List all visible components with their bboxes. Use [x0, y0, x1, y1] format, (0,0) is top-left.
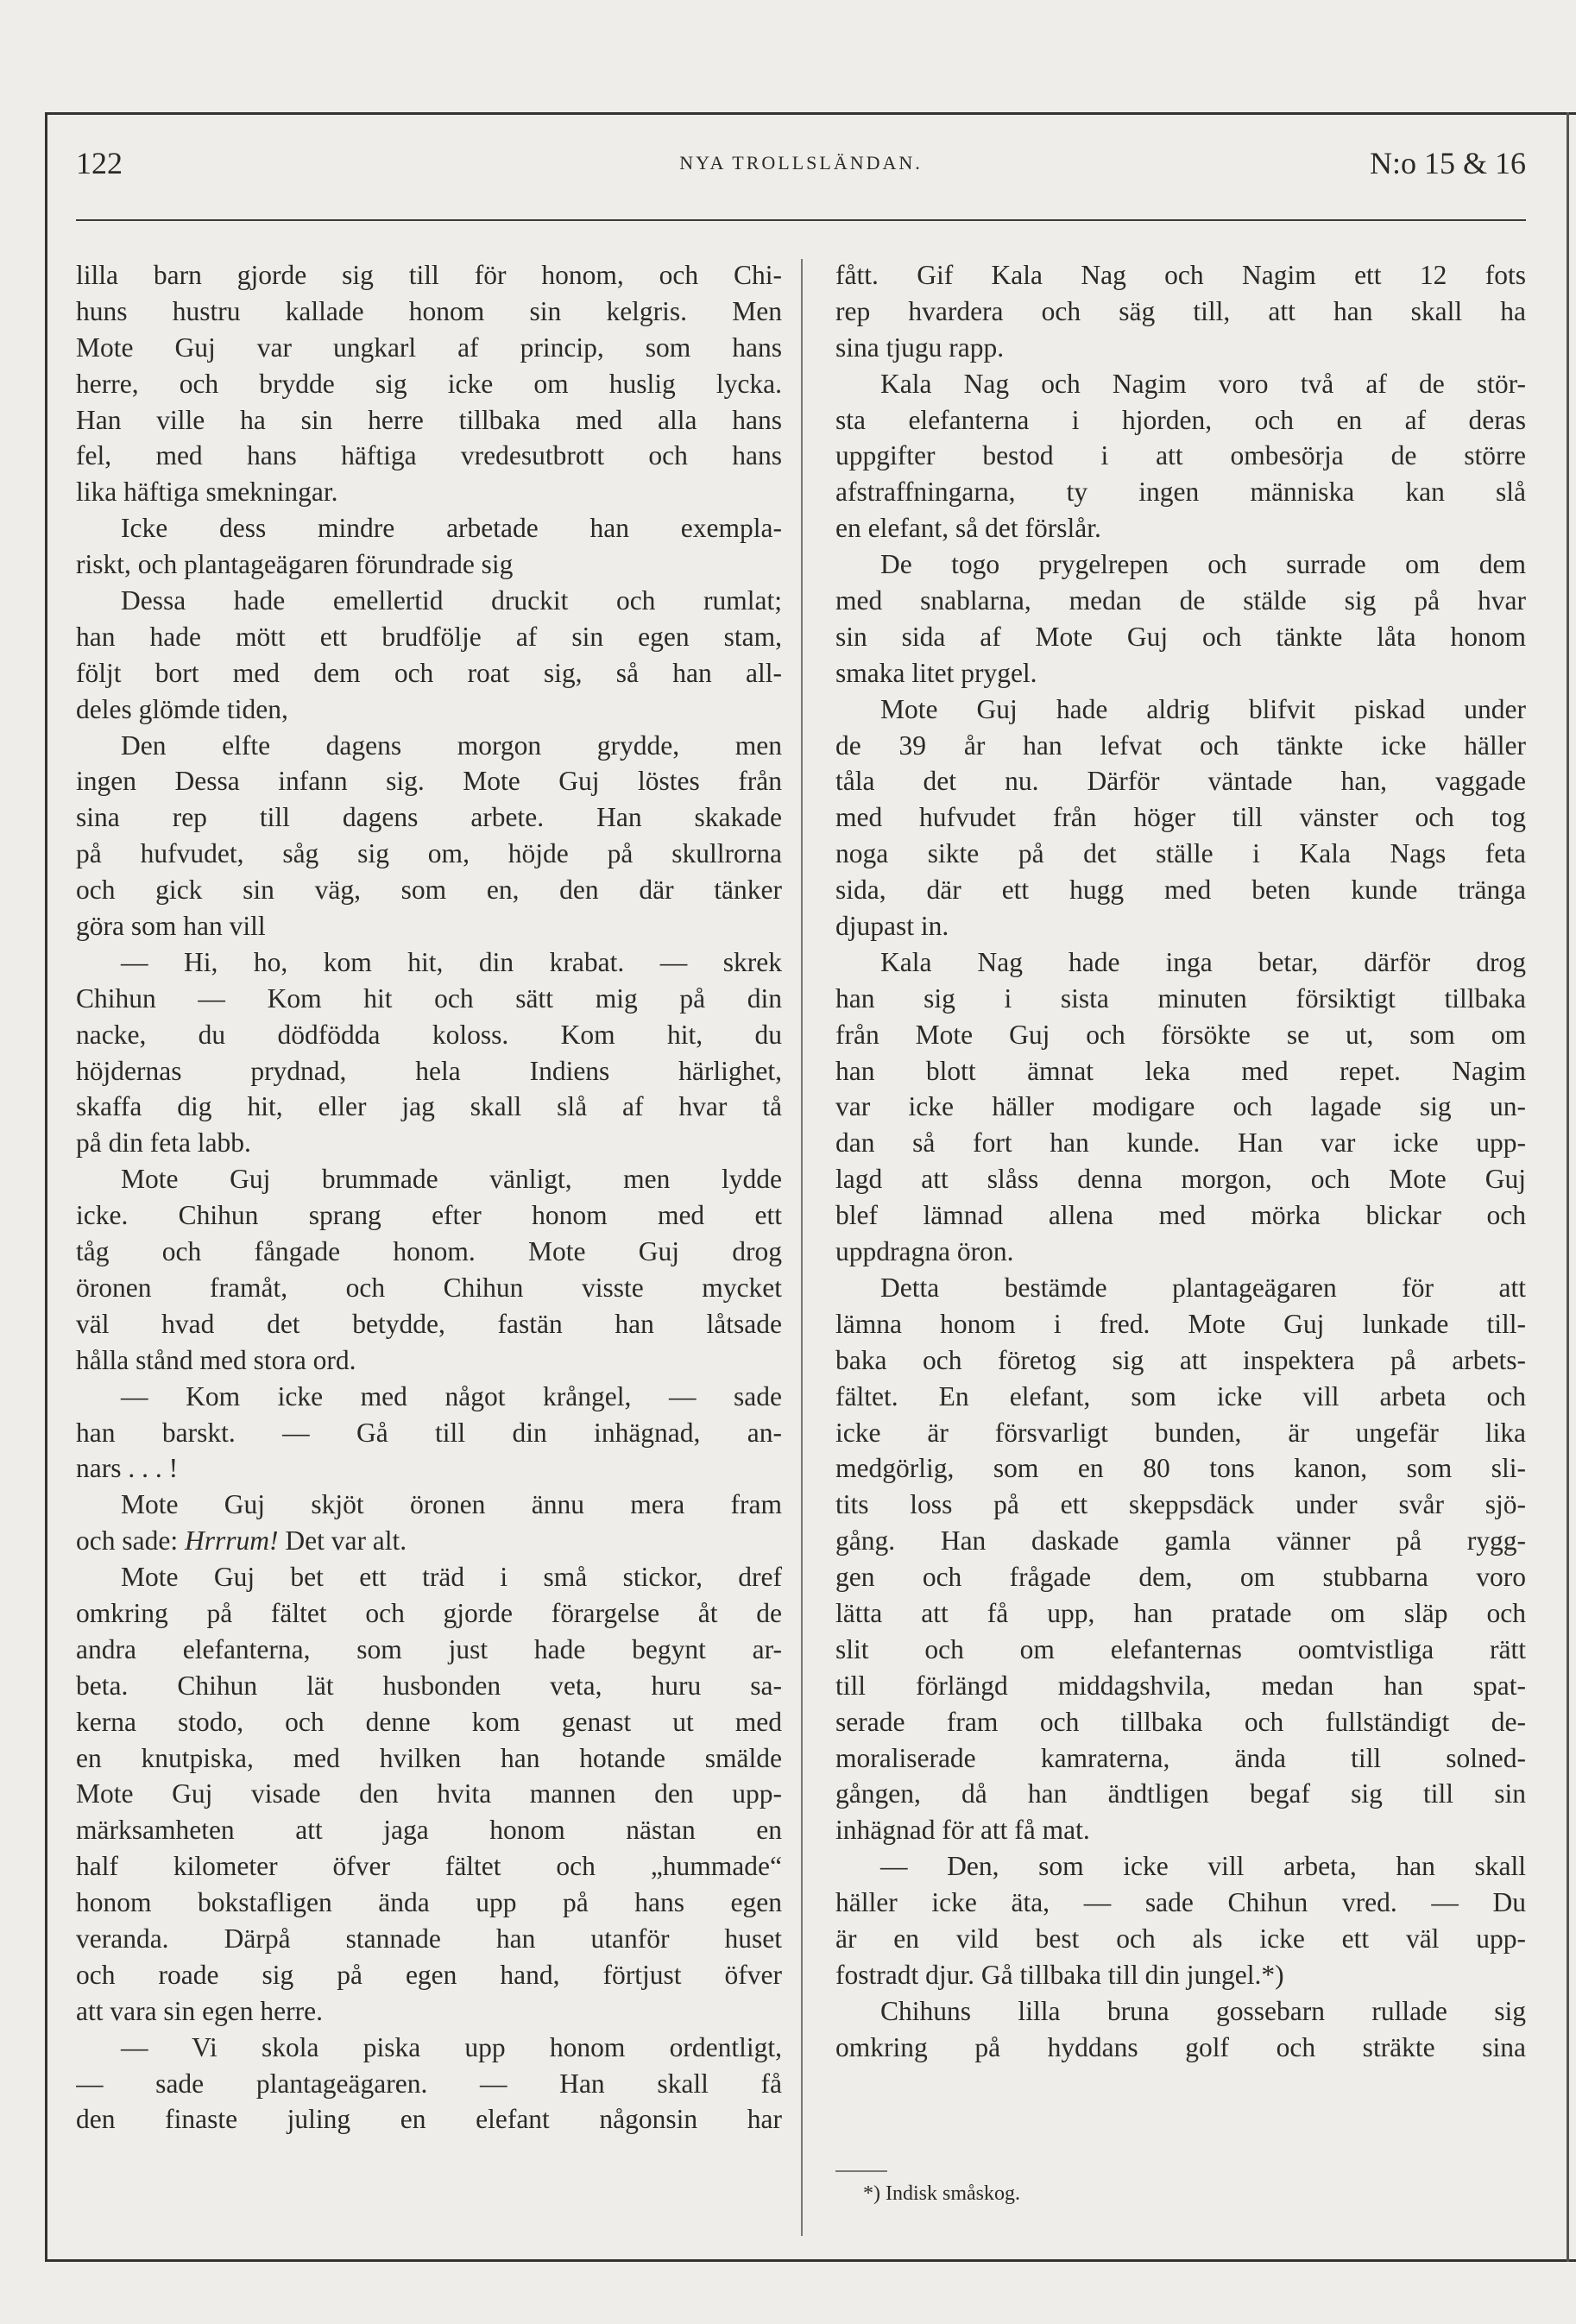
text-line: icke är försvarligt bunden, är ungefär lika	[835, 1417, 1526, 1448]
text-line: han blott ämnat leka med repet. Nagim	[835, 1055, 1526, 1086]
text-line: inhägnad för att få mat.	[835, 1815, 1090, 1846]
text-line: djupast in.	[835, 911, 949, 942]
text-line: att vara sin egen herre.	[76, 1995, 323, 2026]
text-line: blef lämnad allena med mörka blickar och	[835, 1200, 1526, 1231]
text-line: häller icke äta, — sade Chihun vred. — Du	[835, 1887, 1526, 1918]
issue-number: N:o 15 & 16	[1369, 146, 1526, 180]
text-line: på hufvudet, såg sig om, höjde på skullrorna	[76, 838, 782, 869]
text-line: märksamheten att jaga honom nästan en	[76, 1815, 782, 1846]
text-line: med hufvudet från höger till vänster och tog	[835, 802, 1526, 833]
text-line: fostradt djur. Gå tillbaka till din jungel.*)	[835, 1959, 1284, 1990]
text-line: — sade plantageägaren. — Han skall få	[76, 2068, 782, 2099]
left-column	[76, 257, 782, 2138]
text-line: ingen Dessa infann sig. Mote Guj löstes från	[76, 766, 782, 797]
text-line: Icke dess mindre arbetade han exempla-	[121, 513, 782, 544]
page-number: 122	[76, 146, 123, 180]
text-line: slit och om elefanternas oomtvistliga rätt	[835, 1633, 1526, 1664]
page-header	[76, 145, 1526, 197]
text-line: lagd att slåss denna morgon, och Mote Guj	[835, 1164, 1526, 1195]
text-line: noga sikte på det ställe i Kala Nags feta	[835, 838, 1526, 869]
text-line: Kala Nag hade inga betar, därför drog	[880, 946, 1526, 977]
text-line: lika häftiga smekningar.	[76, 477, 338, 508]
text-line: sida, där ett hugg med beten kunde tränga	[835, 875, 1526, 906]
footnote: *) Indisk småskog.	[863, 2182, 1020, 2205]
text-line: lilla barn gjorde sig till för honom, och Chi-	[76, 260, 782, 290]
text-line: skaffa dig hit, eller jag skall slå af hvar tå	[76, 1091, 782, 1122]
text-line: den finaste juling en elefant någonsin har	[76, 2104, 782, 2135]
text-line: nacke, du dödfödda koloss. Kom hit, du	[76, 1019, 782, 1050]
text-line: — Den, som icke vill arbeta, han skall	[880, 1851, 1526, 1882]
text-line: från Mote Guj och försökte se ut, som om	[835, 1019, 1526, 1050]
text-line: lätta att få upp, han pratade om släp och	[835, 1597, 1526, 1628]
text-line: Mote Guj skjöt öronen ännu mera fram	[121, 1489, 782, 1520]
text-line: rep hvardera och säg till, att han skall ha	[835, 295, 1526, 326]
text-line: han hade mött ett brudfölje af sin egen stam,	[76, 621, 782, 652]
text-line: följt bort med dem och roat sig, så han all-	[76, 657, 782, 688]
text-line: fältet. En elefant, som icke vill arbeta och	[835, 1380, 1526, 1411]
text-line: till förlängd middagshvila, medan han spat-	[835, 1670, 1526, 1701]
text-line: sin sida af Mote Guj och tänkte låta honom	[835, 621, 1526, 652]
text-line: — Kom icke med något krångel, — sade	[121, 1380, 782, 1411]
text-line: Han ville ha sin herre tillbaka med alla hans	[76, 404, 782, 435]
text-line: med snablarna, medan de stälde sig på hvar	[835, 585, 1526, 616]
text-line: Kala Nag och Nagim voro två af de stör-	[880, 368, 1526, 399]
text-line: medgörlig, som en 80 tons kanon, som sli-	[835, 1453, 1526, 1484]
text-line: — Vi skola piska upp honom ordentligt,	[121, 2031, 782, 2062]
text-line: — Hi, ho, kom hit, din krabat. — skrek	[121, 946, 782, 977]
text-line: Chihuns lilla bruna gossebarn rullade sig	[880, 1995, 1526, 2026]
text-line: honom bokstafligen ända upp på hans egen	[76, 1887, 782, 1918]
text-line: en knutpiska, med hvilken han hotande smälde	[76, 1742, 782, 1773]
text-line: omkring på hyddans golf och sträkte sina	[835, 2031, 1526, 2062]
text-line: nars . . . !	[76, 1453, 179, 1484]
text-line: gen och frågade dem, om stubbarna voro	[835, 1562, 1526, 1593]
text-line: dan så fort han kunde. Han var icke upp-	[835, 1127, 1526, 1159]
right-column	[835, 257, 1526, 2066]
text-line: gången, då han ändtligen begaf sig till sin	[835, 1778, 1526, 1809]
text-line: Mote Guj brummade vänligt, men lydde	[121, 1164, 782, 1195]
running-title: NYA TROLLSLÄNDAN.	[679, 152, 923, 174]
text-line: höjdernas prydnad, hela Indiens härlighet,	[76, 1055, 782, 1086]
text-line: deles glömde tiden,	[76, 693, 288, 724]
text-line: gång. Han daskade gamla vänner på rygg-	[835, 1525, 1526, 1557]
text-line: riskt, och plantageägaren förundrade sig	[76, 549, 514, 580]
text-line: han sig i sista minuten försiktigt tillbaka	[835, 982, 1526, 1014]
text-line: fått. Gif Kala Nag och Nagim ett 12 fots	[835, 260, 1526, 290]
text-line: väl hvad det betydde, fastän han låtsade	[76, 1308, 782, 1339]
text-line: sina tjugu rapp.	[835, 332, 1005, 363]
column-divider	[801, 259, 803, 2236]
text-line: herre, och brydde sig icke om huslig lycka.	[76, 368, 782, 399]
text-line: uppgifter bestod i att ombesörja de större	[835, 440, 1526, 471]
text-line: han barskt. — Gå till din inhägnad, an-	[76, 1417, 782, 1448]
text-line: tåla det nu. Därför väntade han, vaggade	[835, 766, 1526, 797]
text-line: och gick sin väg, som en, den där tänker	[76, 875, 782, 906]
text-line: göra som han vill	[76, 911, 266, 942]
text-line: sina rep till dagens arbete. Han skakade	[76, 802, 782, 833]
text-line: en elefant, så det förslår.	[835, 513, 1101, 544]
text-line: icke. Chihun sprang efter honom med ett	[76, 1200, 782, 1231]
text-line: afstraffningarna, ty ingen människa kan slå	[835, 477, 1526, 508]
text-line: Den elfte dagens morgon grydde, men	[121, 729, 782, 761]
text-line: baka och företog sig att inspektera på arbets-	[835, 1344, 1526, 1375]
text-line: var icke häller modigare och lagade sig un-	[835, 1091, 1526, 1122]
text-line: Mote Guj var ungkarl af princip, som hans	[76, 332, 782, 363]
text-line: fel, med hans häftiga vredesutbrott och hans	[76, 440, 782, 471]
text-line: sta elefanterna i hjorden, och en af deras	[835, 404, 1526, 435]
text-line: Mote Guj hade aldrig blifvit piskad under	[880, 693, 1526, 724]
text-line: De togo prygelrepen och surrade om dem	[880, 549, 1526, 580]
text-line: Chihun — Kom hit och sätt mig på din	[76, 982, 782, 1014]
text-line: de 39 år han lefvat och tänkte icke häller	[835, 729, 1526, 761]
text-line: lämna honom i fred. Mote Guj lunkade till-	[835, 1308, 1526, 1339]
text-line: half kilometer öfver fältet och „hummade“	[76, 1851, 782, 1882]
text-line: Detta bestämde plantageägaren för att	[880, 1272, 1526, 1303]
text-line: öronen framåt, och Chihun visste mycket	[76, 1272, 782, 1303]
text-line: omkring på fältet och gjorde förargelse åt de	[76, 1597, 782, 1628]
text-line: hålla stånd med stora ord.	[76, 1344, 356, 1375]
text-line: Mote Guj bet ett träd i små stickor, dref	[121, 1562, 782, 1593]
text-line: andra elefanterna, som just hade begynt ar-	[76, 1633, 782, 1664]
text-line: Mote Guj visade den hvita mannen den upp-	[76, 1778, 782, 1809]
text-line: och sade: Hrrrum! Det var alt.	[76, 1525, 407, 1557]
text-line: serade fram och tillbaka och fullständigt de-	[835, 1706, 1526, 1737]
text-line: kerna stodo, och denne kom genast ut med	[76, 1706, 782, 1737]
text-line: tits loss på ett skeppsdäck under svår sjö-	[835, 1489, 1526, 1520]
text-line: och roade sig på egen hand, förtjust öfver	[76, 1959, 782, 1990]
header-rule	[76, 219, 1526, 221]
page-edge	[1567, 112, 1569, 2262]
text-line: på din feta labb.	[76, 1127, 251, 1159]
text-line: tåg och fångade honom. Mote Guj drog	[76, 1236, 782, 1267]
text-line: beta. Chihun lät husbonden veta, huru sa-	[76, 1670, 782, 1701]
text-line: veranda. Därpå stannade han utanför huset	[76, 1923, 782, 1954]
text-line: Dessa hade emellertid druckit och rumlat;	[121, 585, 782, 616]
text-line: är en vild best och als icke ett väl upp-	[835, 1923, 1526, 1954]
footnote-rule	[835, 2170, 887, 2172]
italic-word: Hrrrum!	[184, 1525, 279, 1557]
text-line: huns hustru kallade honom sin kelgris. Men	[76, 295, 782, 326]
text-line: uppdragna öron.	[835, 1236, 1014, 1267]
text-line: smaka litet prygel.	[835, 657, 1037, 688]
text-line: moraliserade kamraterna, ända till solned-	[835, 1742, 1526, 1773]
